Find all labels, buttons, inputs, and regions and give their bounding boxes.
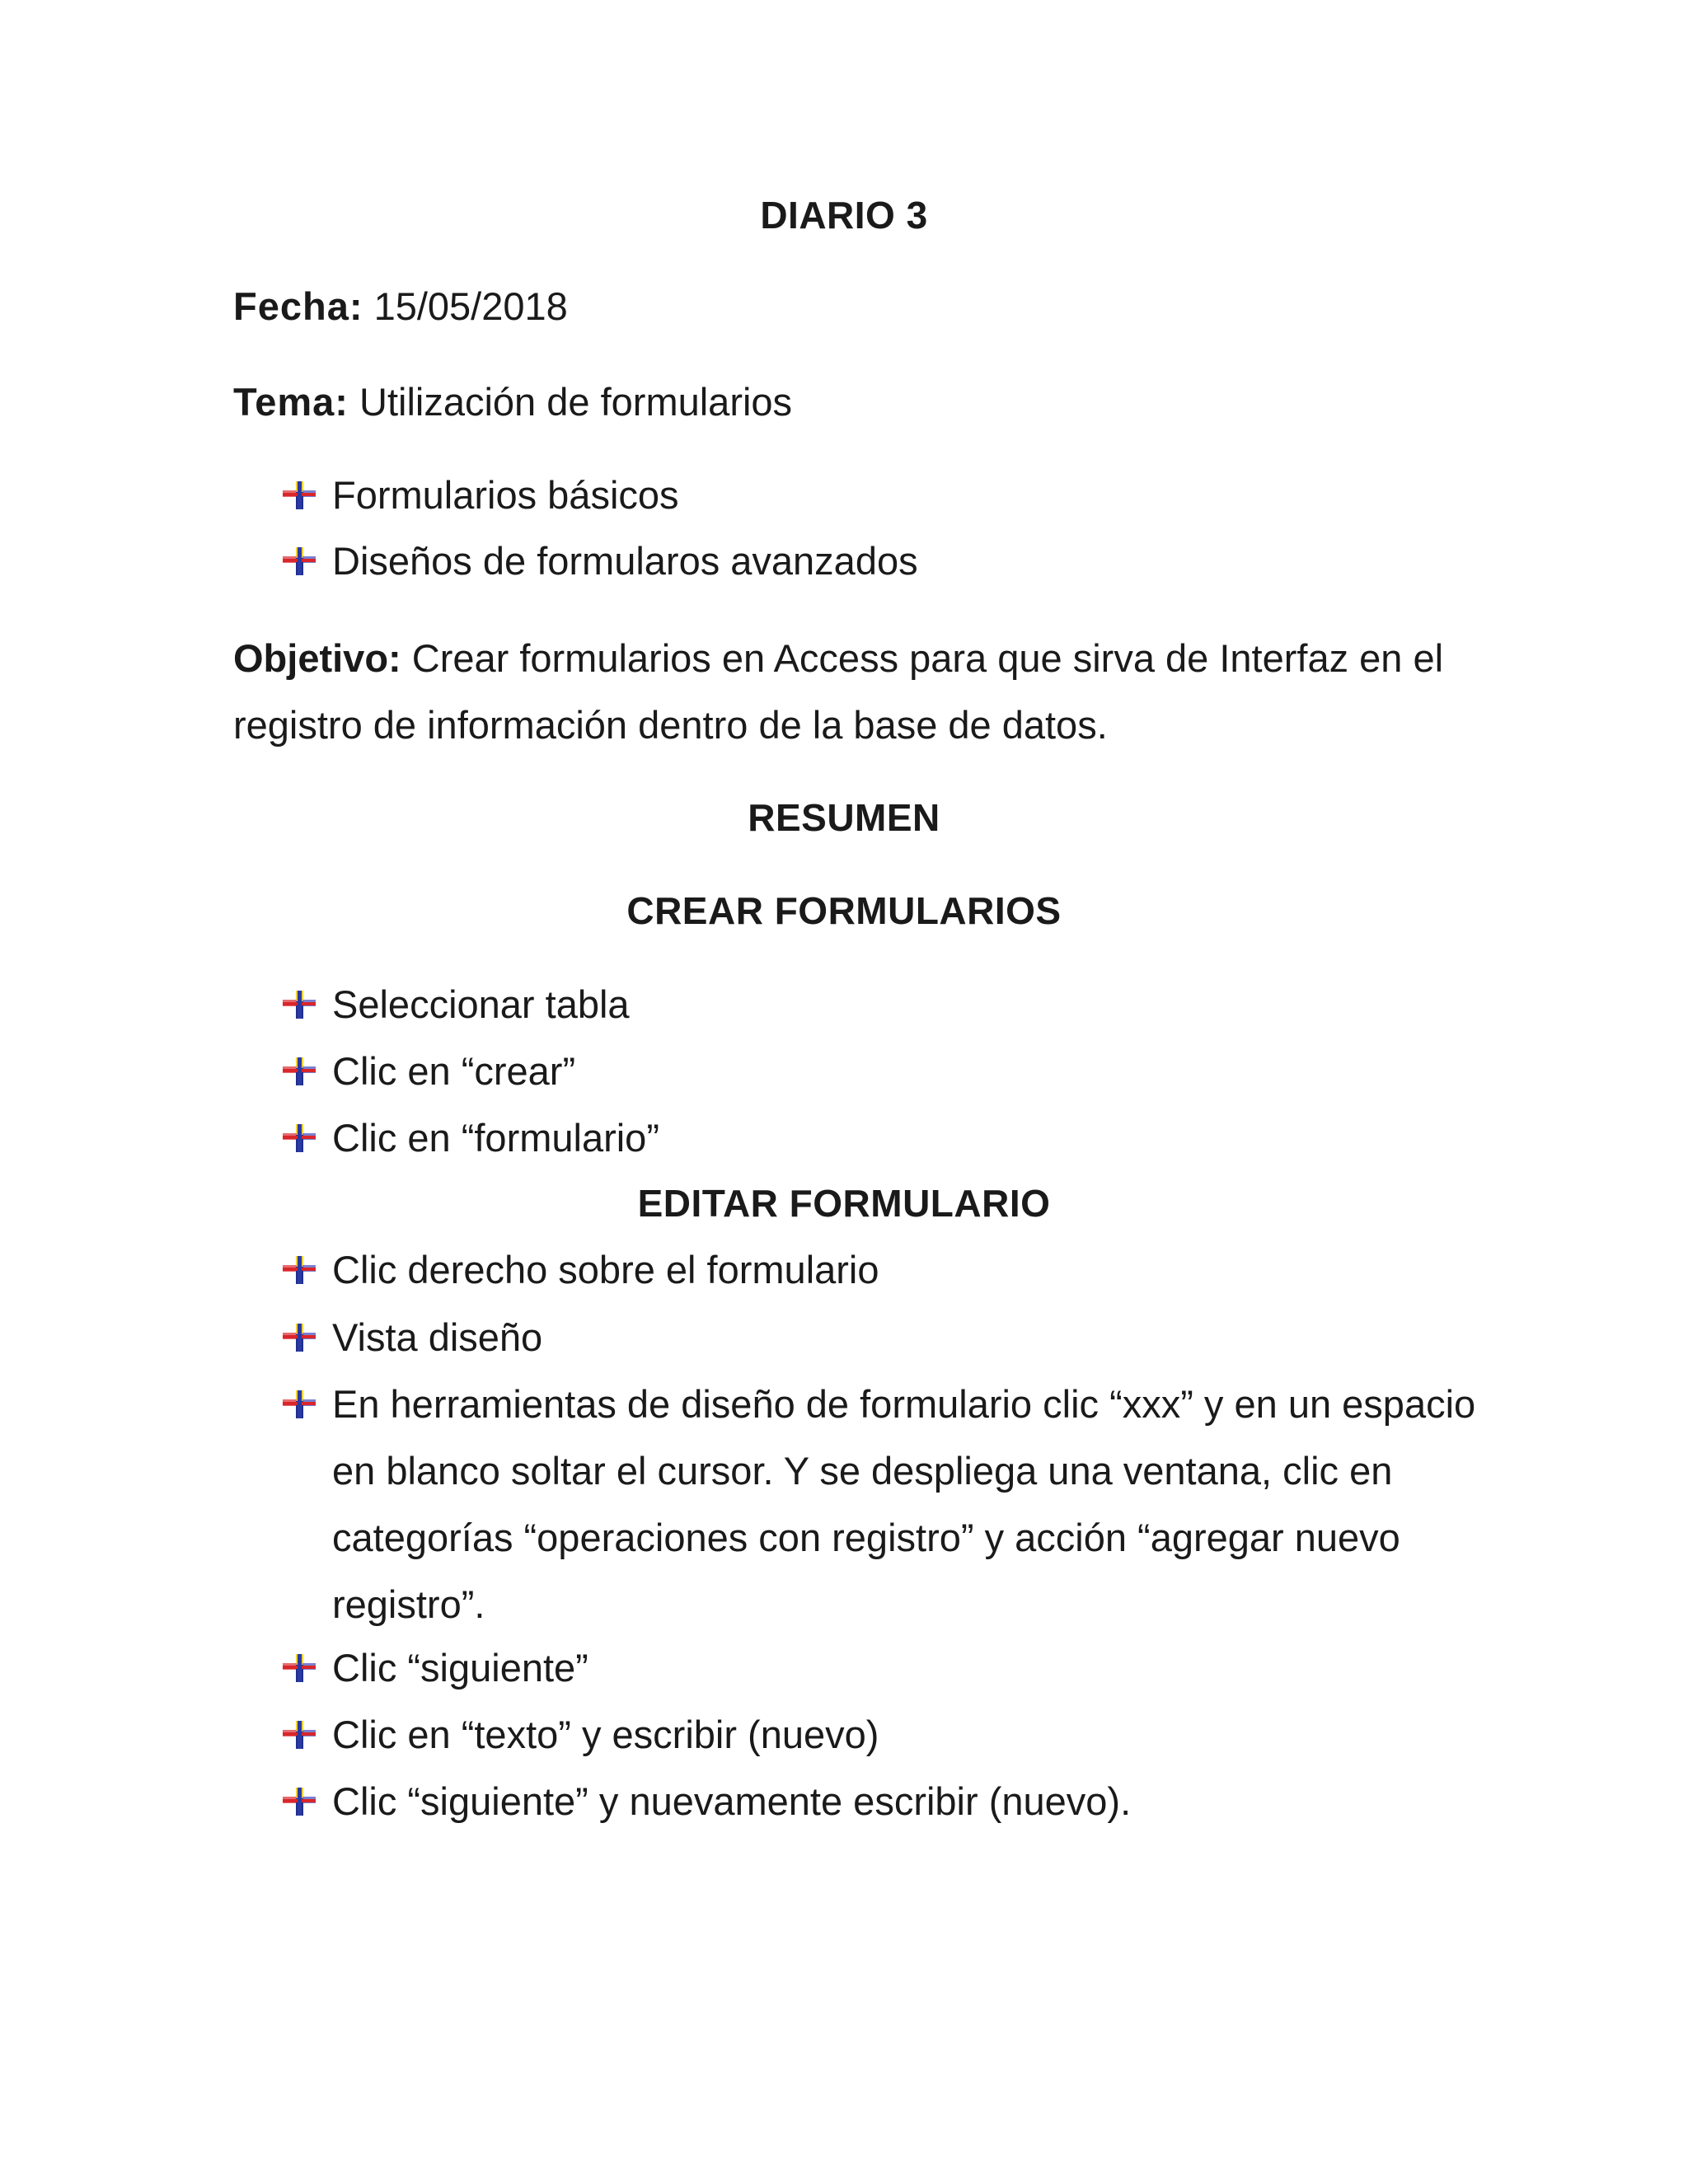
- fecha-line: [233, 283, 568, 330]
- document-title: DIARIO 3: [760, 194, 928, 237]
- fecha-value: 15/05/2018: [373, 284, 568, 328]
- four-color-arrow-bullet-icon: [283, 481, 316, 509]
- crear-heading: CREAR FORMULARIOS: [626, 889, 1062, 932]
- four-color-arrow-bullet-icon: [283, 547, 316, 575]
- tema-label: Tema:: [233, 380, 349, 424]
- four-color-arrow-bullet-icon: [283, 1324, 316, 1352]
- four-color-arrow-bullet-icon: [283, 1124, 316, 1152]
- four-color-arrow-bullet-icon: [283, 1654, 316, 1682]
- objetivo-label: Objetivo:: [233, 636, 401, 680]
- editar-heading: EDITAR FORMULARIO: [637, 1182, 1051, 1225]
- resumen-heading: RESUMEN: [748, 796, 940, 839]
- document-page: DIARIO 3 Fecha: 15/05/2018 Tema: Utilización de formularios Formularios básicos Diseños de formularos avanzados Objetivo: Crear formularios en Access para que sirva de Interfaz en el registro de información dentro de la base de datos. RESUMEN CREAR FORMULARIOS Seleccionar tabla Clic en “crear” Clic en “formulario” EDITAR FORMULARIO Clic derecho sobre el formulario Vista diseño En herramientas de diseño de formulario clic “xxx” y en un espacio en blanco soltar el cursor. Y se despliega una ventana, clic en categorías “operaciones con registro” y acción “agregar nuevo registro”. Clic “siguiente” Clic en “texto” y escribir (nuevo) Clic “siguiente” y nuevamente escribir (nuevo).: [0, 0, 1688, 2184]
- four-color-arrow-bullet-icon: [283, 991, 316, 1019]
- four-color-arrow-bullet-icon: [283, 1788, 316, 1816]
- four-color-arrow-bullet-icon: [283, 1057, 316, 1085]
- tema-value: Utilización de formularios: [359, 380, 793, 424]
- objetivo-value: Crear formularios en Access para que sirva de Interfaz en el registro de información dentro de la base de datos.: [233, 636, 1444, 747]
- four-color-arrow-bullet-icon: [283, 1256, 316, 1284]
- four-color-arrow-bullet-icon: [283, 1390, 316, 1418]
- four-color-arrow-bullet-icon: [283, 1721, 316, 1749]
- fecha-label: Fecha:: [233, 284, 363, 328]
- objetivo-paragraph: [233, 625, 1470, 758]
- tema-line: [233, 378, 792, 426]
